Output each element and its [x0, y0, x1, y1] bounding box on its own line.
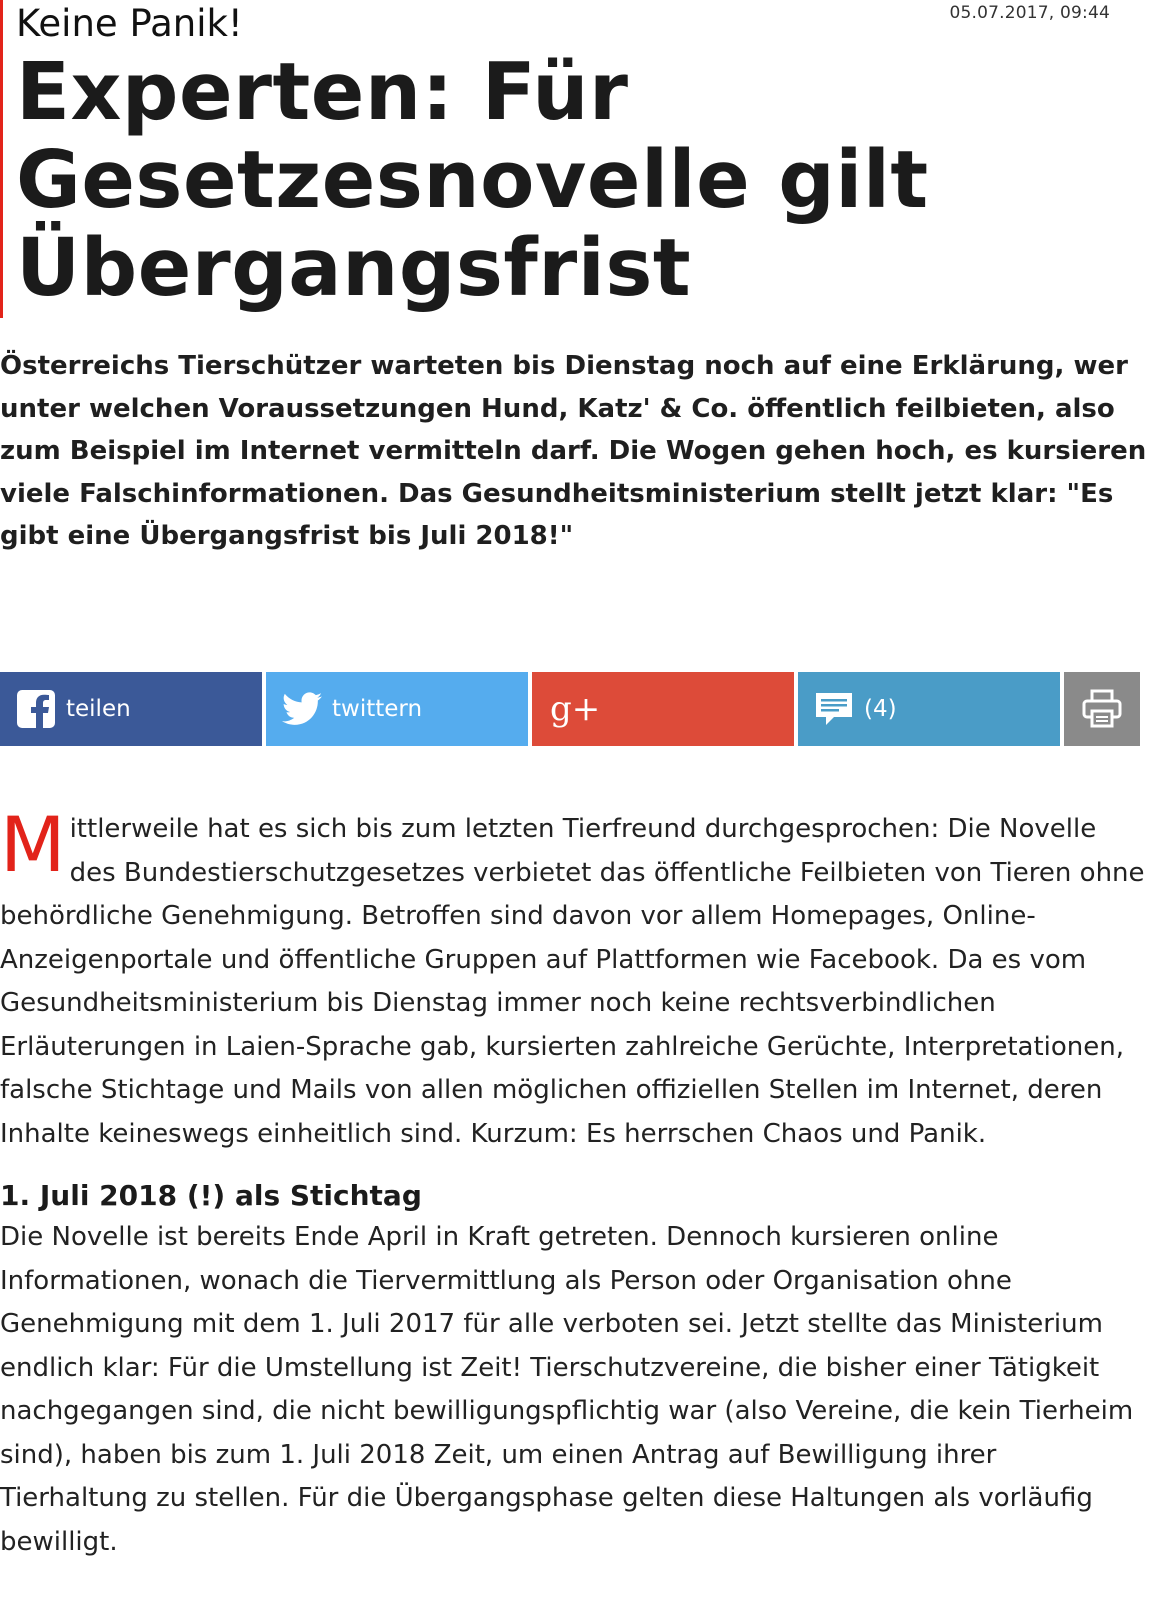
- comments-count: (4): [864, 696, 897, 722]
- print-button[interactable]: [1064, 672, 1140, 746]
- print-icon: [1080, 687, 1124, 731]
- article-lead: Österreichs Tierschützer warteten bis Dienstag noch auf eine Erklärung, wer unter welchen Voraussetzungen Hund, Katz' & Co. öffentlich feilbieten, also zum Beispiel im Internet vermitteln darf. Die Wogen gehen hoch, es kursieren viele Falschinformationen. Das Gesundheitsministerium stellt jetzt klar: "Es gibt eine Übergangsfrist bis Juli 2018!": [0, 351, 1147, 551]
- twitter-share-label: twittern: [332, 696, 423, 722]
- paragraph-1-text: ittlerweile hat es sich bis zum letzten Tierfreund durchgesprochen: Die Novelle des Bundestierschutzgesetzes verbietet das öffentliche Feilbieten von Tieren ohne behördliche Genehmigung. Betroffen sind davon vor allem Homepages, Online-Anzeigenportale und öffentliche Gruppen auf Plattformen wie Facebook. Da es vom Gesundheitsministerium bis Dienstag immer noch keine rechtsverbindlichen Erläuterungen in Laien-Sprache gab, kursierten zahlreiche Gerüchte, Interpretationen, falsche Stichtage und Mails von allen möglichen offiziellen Stellen im Internet, deren Inhalte keineswegs einheitlich sind. Kurzum: Es herrschen Chaos und Panik.: [0, 814, 1145, 1149]
- facebook-share-label: teilen: [66, 696, 131, 722]
- headline-block: [0, 0, 1120, 318]
- article-title: Experten: Für Gesetzesnovelle gilt Übergangsfrist: [16, 46, 929, 314]
- article-paragraph-2: Die Novelle ist bereits Ende April in Kraft getreten. Dennoch kursieren online Informationen, wonach die Tiervermittlung als Person oder Organisation ohne Genehmigung mit dem 1. Juli 2017 für alle verboten sei. Jetzt stellte das Ministerium endlich klar: Für die Umstellung ist Zeit! Tierschutzvereine, die bisher einer Tätigkeit nachgegangen sind, die nicht bewilligungspflichtig war (also Vereine, die kein Tierheim sind), haben bis zum 1. Juli 2018 Zeit, um einen Antrag auf Bewilligung ihrer Tierhaltung zu stellen. Für die Übergangsphase gelten diese Haltungen als vorläufig bewilligt.: [0, 1222, 1134, 1557]
- google-plus-glyph: g+: [550, 689, 601, 729]
- article-paragraph-1: [0, 800, 1150, 1156]
- facebook-icon: [14, 687, 58, 731]
- google-plus-icon: [550, 687, 600, 731]
- drop-cap: M: [0, 800, 66, 889]
- kicker: Keine Panik!: [16, 2, 243, 45]
- facebook-share-button[interactable]: [0, 672, 262, 746]
- twitter-share-button[interactable]: [266, 672, 528, 746]
- section-subheading: 1. Juli 2018 (!) als Stichtag: [0, 1179, 422, 1212]
- twitter-icon: [280, 687, 324, 731]
- publish-date: 05.07.2017, 09:44: [949, 3, 1110, 23]
- share-bar: [0, 672, 1144, 746]
- googleplus-share-button[interactable]: [532, 672, 794, 746]
- article-body: [0, 800, 1150, 1564]
- comments-button[interactable]: [798, 672, 1060, 746]
- comment-icon: [812, 687, 856, 731]
